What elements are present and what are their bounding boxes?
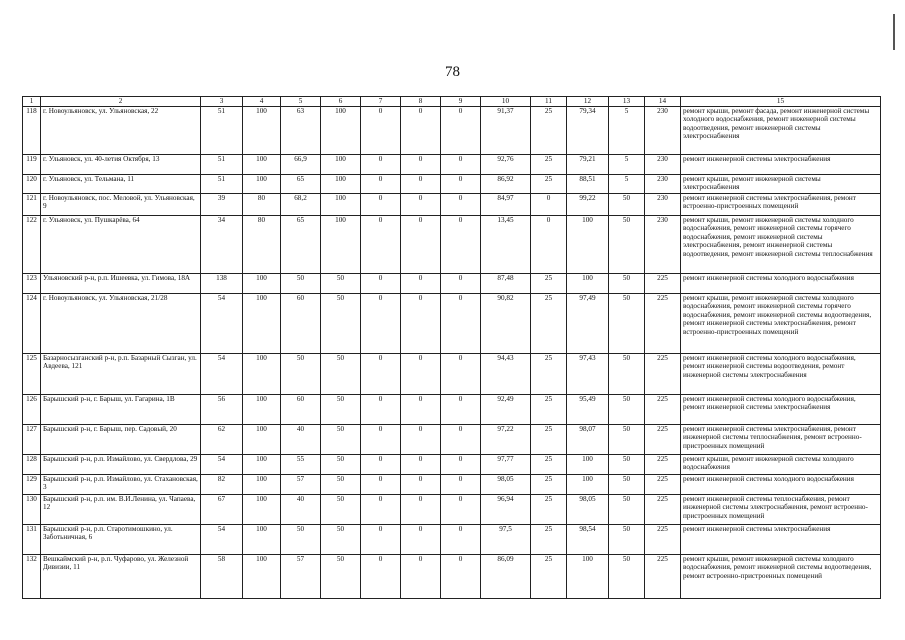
value-cell: 50 <box>321 474 361 494</box>
address-cell: Барышский р-н, р.п. Измайлово, ул. Свердлова, 29 <box>41 454 201 474</box>
value-cell: 5 <box>609 106 645 154</box>
row-number-cell: 123 <box>23 273 41 293</box>
value-cell: 0 <box>361 154 401 174</box>
value-cell: 66,9 <box>281 154 321 174</box>
works-cell: ремонт крыши, ремонт инженерной системы холодного водоснабжения <box>681 454 881 474</box>
header-cell: 7 <box>361 97 401 107</box>
value-cell: 25 <box>531 454 567 474</box>
value-cell: 0 <box>361 353 401 394</box>
value-cell: 0 <box>361 394 401 424</box>
value-cell: 5 <box>609 154 645 174</box>
value-cell: 230 <box>645 154 681 174</box>
table-row <box>23 174 881 193</box>
value-cell: 97,43 <box>567 353 609 394</box>
row-number-cell: 126 <box>23 394 41 424</box>
table-row <box>23 394 881 424</box>
works-cell: ремонт инженерной системы холодного водоснабжения <box>681 273 881 293</box>
header-cell: 1 <box>23 97 41 107</box>
value-cell: 0 <box>401 424 441 454</box>
value-cell: 95,49 <box>567 394 609 424</box>
address-cell: Барышский р-н, р.п. Старотимошкино, ул. Заботьничная, 6 <box>41 524 201 554</box>
value-cell: 99,22 <box>567 193 609 215</box>
value-cell: 0 <box>441 394 481 424</box>
header-cell: 9 <box>441 97 481 107</box>
value-cell: 0 <box>441 215 481 273</box>
address-cell: Ульяновский р-н, р.п. Ишеевка, ул. Гимова, 18А <box>41 273 201 293</box>
value-cell: 100 <box>243 474 281 494</box>
value-cell: 50 <box>321 524 361 554</box>
value-cell: 50 <box>321 273 361 293</box>
value-cell: 98,05 <box>481 474 531 494</box>
table-row <box>23 424 881 454</box>
value-cell: 230 <box>645 106 681 154</box>
value-cell: 90,82 <box>481 293 531 353</box>
address-cell: Барышский р-н, р.п. Измайлово, ул. Стахановская, 3 <box>41 474 201 494</box>
value-cell: 87,48 <box>481 273 531 293</box>
value-cell: 51 <box>201 154 243 174</box>
header-cell: 11 <box>531 97 567 107</box>
value-cell: 25 <box>531 353 567 394</box>
works-cell: ремонт крыши, ремонт инженерной системы холодного водоснабжения, ремонт инженерной системы горячего водоснабжения, ремонт инженерной системы электроснабжения, ремонт инженерной системы водоотведения, ремонт инженерной системы теплоснабжения <box>681 215 881 273</box>
value-cell: 0 <box>401 353 441 394</box>
value-cell: 225 <box>645 353 681 394</box>
value-cell: 80 <box>243 193 281 215</box>
value-cell: 97,5 <box>481 524 531 554</box>
value-cell: 54 <box>201 454 243 474</box>
value-cell: 25 <box>531 154 567 174</box>
value-cell: 100 <box>243 394 281 424</box>
value-cell: 50 <box>321 424 361 454</box>
value-cell: 50 <box>321 554 361 598</box>
value-cell: 79,21 <box>567 154 609 174</box>
address-cell: г. Новоульяновск, пос. Меловой, ул. Ульяновская, 9 <box>41 193 201 215</box>
works-cell: ремонт крыши, ремонт фасада, ремонт инженерной системы холодного водоснабжения, ремонт инженерной системы водоотведения, ремонт инженерной системы электроснабжения <box>681 106 881 154</box>
value-cell: 68,2 <box>281 193 321 215</box>
table-row <box>23 554 881 598</box>
value-cell: 50 <box>609 454 645 474</box>
value-cell: 25 <box>531 273 567 293</box>
value-cell: 25 <box>531 394 567 424</box>
value-cell: 0 <box>441 474 481 494</box>
value-cell: 100 <box>243 424 281 454</box>
value-cell: 50 <box>609 353 645 394</box>
value-cell: 0 <box>361 554 401 598</box>
value-cell: 50 <box>609 524 645 554</box>
table-row <box>23 293 881 353</box>
value-cell: 100 <box>243 494 281 524</box>
value-cell: 50 <box>609 394 645 424</box>
value-cell: 100 <box>243 454 281 474</box>
value-cell: 63 <box>281 106 321 154</box>
value-cell: 0 <box>361 174 401 193</box>
header-cell: 14 <box>645 97 681 107</box>
row-number-cell: 131 <box>23 524 41 554</box>
value-cell: 84,97 <box>481 193 531 215</box>
value-cell: 100 <box>567 215 609 273</box>
value-cell: 0 <box>401 106 441 154</box>
value-cell: 0 <box>361 494 401 524</box>
value-cell: 100 <box>243 293 281 353</box>
row-number-cell: 119 <box>23 154 41 174</box>
value-cell: 0 <box>441 494 481 524</box>
value-cell: 0 <box>401 454 441 474</box>
value-cell: 225 <box>645 424 681 454</box>
value-cell: 80 <box>243 215 281 273</box>
address-cell: г. Ульяновск, ул. Тельмана, 11 <box>41 174 201 193</box>
works-cell: ремонт инженерной системы теплоснабжения, ремонт инженерной системы электроснабжения, ремонт встроенно-пристроенных помещений <box>681 494 881 524</box>
value-cell: 100 <box>567 474 609 494</box>
value-cell: 56 <box>201 394 243 424</box>
value-cell: 62 <box>201 424 243 454</box>
works-cell: ремонт крыши, ремонт инженерной системы электроснабжения <box>681 174 881 193</box>
value-cell: 25 <box>531 106 567 154</box>
value-cell: 0 <box>441 454 481 474</box>
header-cell: 12 <box>567 97 609 107</box>
value-cell: 25 <box>531 494 567 524</box>
repair-register-table <box>22 96 881 599</box>
value-cell: 0 <box>361 424 401 454</box>
value-cell: 0 <box>531 215 567 273</box>
value-cell: 25 <box>531 524 567 554</box>
header-cell: 3 <box>201 97 243 107</box>
value-cell: 50 <box>321 353 361 394</box>
row-number-cell: 122 <box>23 215 41 273</box>
value-cell: 40 <box>281 424 321 454</box>
value-cell: 50 <box>281 273 321 293</box>
value-cell: 100 <box>321 106 361 154</box>
value-cell: 25 <box>531 293 567 353</box>
address-cell: г. Ульяновск, ул. Пушкарёва, 64 <box>41 215 201 273</box>
value-cell: 100 <box>243 174 281 193</box>
row-number-cell: 121 <box>23 193 41 215</box>
value-cell: 0 <box>361 293 401 353</box>
value-cell: 225 <box>645 554 681 598</box>
value-cell: 79,34 <box>567 106 609 154</box>
value-cell: 0 <box>401 193 441 215</box>
value-cell: 100 <box>567 273 609 293</box>
table-row <box>23 474 881 494</box>
table-row <box>23 454 881 474</box>
works-cell: ремонт инженерной системы холодного водоснабжения, ремонт инженерной системы электроснабжения <box>681 394 881 424</box>
value-cell: 91,37 <box>481 106 531 154</box>
table-row <box>23 353 881 394</box>
value-cell: 0 <box>401 524 441 554</box>
value-cell: 0 <box>531 193 567 215</box>
value-cell: 97,77 <box>481 454 531 474</box>
row-number-cell: 118 <box>23 106 41 154</box>
value-cell: 230 <box>645 193 681 215</box>
value-cell: 100 <box>321 154 361 174</box>
row-number-cell: 129 <box>23 474 41 494</box>
works-cell: ремонт инженерной системы холодного водоснабжения, ремонт инженерной системы водоотведения, ремонт инженерной системы электроснабжения <box>681 353 881 394</box>
value-cell: 86,09 <box>481 554 531 598</box>
row-number-cell: 132 <box>23 554 41 598</box>
value-cell: 225 <box>645 394 681 424</box>
value-cell: 230 <box>645 215 681 273</box>
value-cell: 0 <box>361 474 401 494</box>
header-cell: 6 <box>321 97 361 107</box>
value-cell: 97,49 <box>567 293 609 353</box>
value-cell: 225 <box>645 524 681 554</box>
value-cell: 100 <box>243 154 281 174</box>
value-cell: 60 <box>281 293 321 353</box>
value-cell: 25 <box>531 474 567 494</box>
header-cell: 4 <box>243 97 281 107</box>
value-cell: 65 <box>281 215 321 273</box>
table-row <box>23 215 881 273</box>
table-row <box>23 154 881 174</box>
value-cell: 57 <box>281 554 321 598</box>
value-cell: 0 <box>441 424 481 454</box>
header-cell: 15 <box>681 97 881 107</box>
row-number-cell: 127 <box>23 424 41 454</box>
value-cell: 13,45 <box>481 215 531 273</box>
value-cell: 50 <box>609 215 645 273</box>
value-cell: 34 <box>201 215 243 273</box>
value-cell: 100 <box>321 193 361 215</box>
value-cell: 50 <box>609 494 645 524</box>
value-cell: 50 <box>609 193 645 215</box>
address-cell: г. Ульяновск, ул. 40-летия Октября, 13 <box>41 154 201 174</box>
table-row <box>23 494 881 524</box>
value-cell: 100 <box>243 353 281 394</box>
value-cell: 0 <box>441 193 481 215</box>
header-cell: 13 <box>609 97 645 107</box>
value-cell: 50 <box>321 394 361 424</box>
value-cell: 100 <box>243 554 281 598</box>
page-edge-mark <box>893 14 895 50</box>
value-cell: 50 <box>321 293 361 353</box>
row-number-cell: 128 <box>23 454 41 474</box>
value-cell: 54 <box>201 353 243 394</box>
header-cell: 8 <box>401 97 441 107</box>
table-row <box>23 193 881 215</box>
value-cell: 92,49 <box>481 394 531 424</box>
row-number-cell: 124 <box>23 293 41 353</box>
works-cell: ремонт крыши, ремонт инженерной системы холодного водоснабжения, ремонт инженерной системы горячего водоснабжения, ремонт инженерной системы водоотведения, ремонт инженерной системы электроснабжения, ремонт встроенно-пристроенных помещений <box>681 293 881 353</box>
address-cell: г. Новоульяновск, ул. Ульяновская, 22 <box>41 106 201 154</box>
value-cell: 67 <box>201 494 243 524</box>
value-cell: 50 <box>281 524 321 554</box>
works-cell: ремонт инженерной системы электроснабжения, ремонт инженерной системы теплоснабжения, ремонт встроенно-пристроенных помещений <box>681 424 881 454</box>
address-cell: Барышский р-н, г. Барыш, пер. Садовый, 20 <box>41 424 201 454</box>
header-cell: 5 <box>281 97 321 107</box>
works-cell: ремонт инженерной системы электроснабжения, ремонт встроенно-пристроенных помещений <box>681 193 881 215</box>
value-cell: 50 <box>609 273 645 293</box>
value-cell: 92,76 <box>481 154 531 174</box>
value-cell: 100 <box>243 106 281 154</box>
value-cell: 225 <box>645 474 681 494</box>
works-cell: ремонт инженерной системы электроснабжения <box>681 524 881 554</box>
value-cell: 0 <box>441 554 481 598</box>
value-cell: 65 <box>281 174 321 193</box>
value-cell: 50 <box>609 293 645 353</box>
value-cell: 138 <box>201 273 243 293</box>
table-row <box>23 524 881 554</box>
value-cell: 225 <box>645 454 681 474</box>
value-cell: 50 <box>609 424 645 454</box>
row-number-cell: 125 <box>23 353 41 394</box>
value-cell: 60 <box>281 394 321 424</box>
value-cell: 0 <box>361 106 401 154</box>
value-cell: 0 <box>361 524 401 554</box>
value-cell: 94,43 <box>481 353 531 394</box>
value-cell: 0 <box>401 494 441 524</box>
header-cell: 2 <box>41 97 201 107</box>
value-cell: 0 <box>401 293 441 353</box>
value-cell: 0 <box>401 554 441 598</box>
value-cell: 25 <box>531 554 567 598</box>
value-cell: 100 <box>321 174 361 193</box>
value-cell: 0 <box>441 524 481 554</box>
row-number-cell: 120 <box>23 174 41 193</box>
address-cell: Базарносызганский р-н, р.п. Базарный Сызган, ул. Авдеева, 121 <box>41 353 201 394</box>
value-cell: 100 <box>567 554 609 598</box>
value-cell: 98,54 <box>567 524 609 554</box>
table-row <box>23 106 881 154</box>
value-cell: 50 <box>281 353 321 394</box>
value-cell: 225 <box>645 494 681 524</box>
value-cell: 0 <box>441 154 481 174</box>
value-cell: 98,07 <box>567 424 609 454</box>
value-cell: 54 <box>201 293 243 353</box>
value-cell: 96,94 <box>481 494 531 524</box>
value-cell: 225 <box>645 293 681 353</box>
row-number-cell: 130 <box>23 494 41 524</box>
address-cell: Вешкаймский р-н, р.п. Чуфарово, ул. Железной Дивизии, 11 <box>41 554 201 598</box>
value-cell: 225 <box>645 273 681 293</box>
table-row <box>23 273 881 293</box>
address-cell: Барышский р-н, г. Барыш, ул. Гагарина, 1В <box>41 394 201 424</box>
page-number: 78 <box>445 64 460 80</box>
value-cell: 97,22 <box>481 424 531 454</box>
value-cell: 0 <box>441 353 481 394</box>
value-cell: 55 <box>281 454 321 474</box>
value-cell: 39 <box>201 193 243 215</box>
value-cell: 100 <box>567 454 609 474</box>
value-cell: 50 <box>609 554 645 598</box>
table-header-row <box>23 97 881 107</box>
value-cell: 0 <box>401 174 441 193</box>
value-cell: 5 <box>609 174 645 193</box>
value-cell: 54 <box>201 524 243 554</box>
value-cell: 25 <box>531 174 567 193</box>
value-cell: 0 <box>401 474 441 494</box>
value-cell: 0 <box>401 154 441 174</box>
value-cell: 0 <box>361 454 401 474</box>
value-cell: 0 <box>401 215 441 273</box>
header-cell: 10 <box>481 97 531 107</box>
value-cell: 82 <box>201 474 243 494</box>
works-cell: ремонт инженерной системы электроснабжения <box>681 154 881 174</box>
value-cell: 51 <box>201 174 243 193</box>
value-cell: 0 <box>441 293 481 353</box>
address-cell: Барышский р-н, р.п. им. В.И.Ленина, ул. Чапаева, 12 <box>41 494 201 524</box>
value-cell: 0 <box>361 193 401 215</box>
value-cell: 25 <box>531 424 567 454</box>
value-cell: 40 <box>281 494 321 524</box>
value-cell: 0 <box>441 106 481 154</box>
value-cell: 0 <box>401 273 441 293</box>
value-cell: 0 <box>361 273 401 293</box>
value-cell: 88,51 <box>567 174 609 193</box>
address-cell: г. Новоульяновск, ул. Ульяновская, 21/28 <box>41 293 201 353</box>
value-cell: 100 <box>243 524 281 554</box>
value-cell: 51 <box>201 106 243 154</box>
value-cell: 100 <box>243 273 281 293</box>
value-cell: 100 <box>321 215 361 273</box>
value-cell: 57 <box>281 474 321 494</box>
value-cell: 50 <box>321 494 361 524</box>
value-cell: 0 <box>401 394 441 424</box>
works-cell: ремонт инженерной системы холодного водоснабжения <box>681 474 881 494</box>
value-cell: 58 <box>201 554 243 598</box>
value-cell: 0 <box>441 174 481 193</box>
value-cell: 98,05 <box>567 494 609 524</box>
value-cell: 86,92 <box>481 174 531 193</box>
works-cell: ремонт крыши, ремонт инженерной системы холодного водоснабжения, ремонт инженерной системы водоотведения, ремонт встроенно-пристроенных помещений <box>681 554 881 598</box>
value-cell: 0 <box>361 215 401 273</box>
value-cell: 230 <box>645 174 681 193</box>
value-cell: 50 <box>609 474 645 494</box>
value-cell: 50 <box>321 454 361 474</box>
value-cell: 0 <box>441 273 481 293</box>
